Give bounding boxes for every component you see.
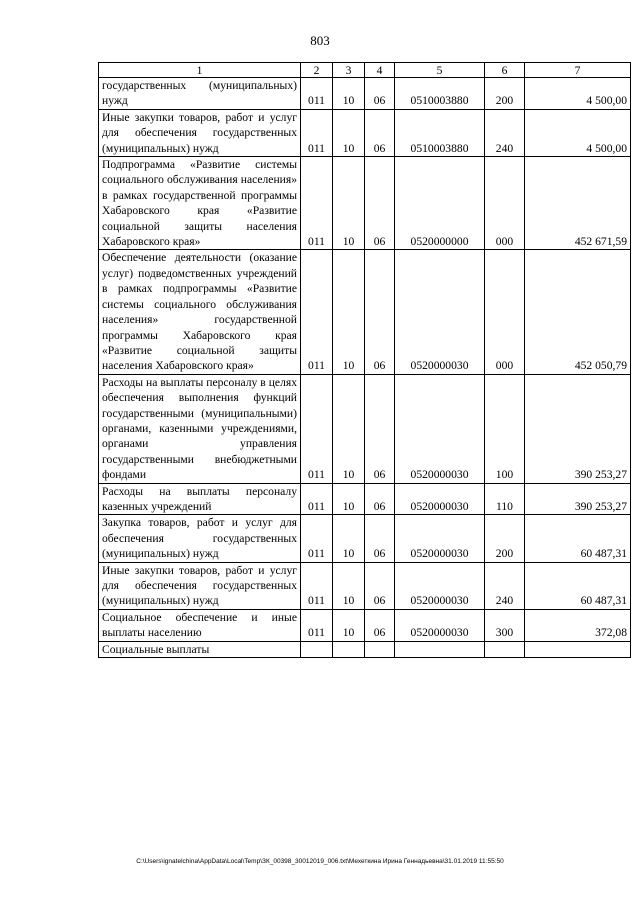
row-name-cell: Расходы на выплаты персоналу казенных учреждений xyxy=(99,483,301,515)
section-code-cell xyxy=(301,641,333,657)
chapter-code-cell: 10 xyxy=(333,250,365,374)
expense-type-cell xyxy=(485,641,525,657)
target-article-cell xyxy=(395,641,485,657)
section-code-cell: 011 xyxy=(301,609,333,641)
section-code-cell: 011 xyxy=(301,78,333,110)
chapter-code-cell: 10 xyxy=(333,609,365,641)
chapter-code-cell: 10 xyxy=(333,157,365,250)
row-name-cell: Расходы на выплаты персоналу в целях обеспечения выполнения функций государственными (муниципальными) органами, казенными учреждениями, органами управления государственными внебюджетными фондами xyxy=(99,374,301,483)
header-cell: 7 xyxy=(525,63,631,78)
chapter-code-cell: 10 xyxy=(333,515,365,562)
amount-cell: 4 500,00 xyxy=(525,78,631,110)
amount-cell: 60 487,31 xyxy=(525,515,631,562)
subchapter-code-cell: 06 xyxy=(365,483,395,515)
table-row xyxy=(99,641,631,657)
target-article-cell: 0520000030 xyxy=(395,562,485,609)
table-row xyxy=(99,515,631,562)
amount-cell: 452 050,79 xyxy=(525,250,631,374)
chapter-code-cell: 10 xyxy=(333,483,365,515)
section-code-cell: 011 xyxy=(301,109,333,156)
target-article-cell: 0520000030 xyxy=(395,483,485,515)
subchapter-code-cell: 06 xyxy=(365,109,395,156)
target-article-cell: 0510003880 xyxy=(395,109,485,156)
target-article-cell: 0510003880 xyxy=(395,78,485,110)
section-code-cell: 011 xyxy=(301,515,333,562)
target-article-cell: 0520000030 xyxy=(395,609,485,641)
amount-cell: 452 671,59 xyxy=(525,157,631,250)
table-row xyxy=(99,250,631,374)
table-row xyxy=(99,374,631,483)
row-name-cell: Социальное обеспечение и иные выплаты населению xyxy=(99,609,301,641)
header-cell: 5 xyxy=(395,63,485,78)
subchapter-code-cell: 06 xyxy=(365,609,395,641)
section-code-cell: 011 xyxy=(301,157,333,250)
subchapter-code-cell: 06 xyxy=(365,157,395,250)
header-cell: 3 xyxy=(333,63,365,78)
expense-type-cell: 240 xyxy=(485,562,525,609)
subchapter-code-cell: 06 xyxy=(365,515,395,562)
subchapter-code-cell: 06 xyxy=(365,374,395,483)
row-name-cell: государственных (муниципальных) нужд xyxy=(99,78,301,110)
subchapter-code-cell xyxy=(365,641,395,657)
amount-cell: 60 487,31 xyxy=(525,562,631,609)
header-cell: 4 xyxy=(365,63,395,78)
expense-type-cell: 100 xyxy=(485,374,525,483)
amount-cell: 390 253,27 xyxy=(525,483,631,515)
subchapter-code-cell: 06 xyxy=(365,78,395,110)
header-cell: 1 xyxy=(99,63,301,78)
table-row xyxy=(99,157,631,250)
row-name-cell: Иные закупки товаров, работ и услуг для обеспечения государственных (муниципальных) нужд xyxy=(99,562,301,609)
target-article-cell: 0520000030 xyxy=(395,374,485,483)
table-row xyxy=(99,483,631,515)
expense-type-cell: 240 xyxy=(485,109,525,156)
section-code-cell: 011 xyxy=(301,374,333,483)
expense-type-cell: 000 xyxy=(485,250,525,374)
target-article-cell: 0520000000 xyxy=(395,157,485,250)
row-name-cell: Социальные выплаты xyxy=(99,641,301,657)
expense-type-cell: 200 xyxy=(485,78,525,110)
header-cell: 2 xyxy=(301,63,333,78)
chapter-code-cell: 10 xyxy=(333,374,365,483)
budget-table xyxy=(98,62,631,658)
expense-type-cell: 110 xyxy=(485,483,525,515)
expense-type-cell: 000 xyxy=(485,157,525,250)
table-header-row xyxy=(99,63,631,78)
table-row xyxy=(99,609,631,641)
table-row xyxy=(99,78,631,110)
amount-cell: 390 253,27 xyxy=(525,374,631,483)
chapter-code-cell: 10 xyxy=(333,78,365,110)
target-article-cell: 0520000030 xyxy=(395,250,485,374)
page-number: 803 xyxy=(310,33,330,48)
chapter-code-cell xyxy=(333,641,365,657)
subchapter-code-cell: 06 xyxy=(365,562,395,609)
header-cell: 6 xyxy=(485,63,525,78)
section-code-cell: 011 xyxy=(301,562,333,609)
section-code-cell: 011 xyxy=(301,483,333,515)
section-code-cell: 011 xyxy=(301,250,333,374)
expense-type-cell: 200 xyxy=(485,515,525,562)
amount-cell: 372,08 xyxy=(525,609,631,641)
row-name-cell: Подпрограмма «Развитие системы социального обслуживания населения» в рамках государственной программы Хабаровского края «Развитие социальной защиты населения Хабаровского края» xyxy=(99,157,301,250)
chapter-code-cell: 10 xyxy=(333,562,365,609)
amount-cell: 4 500,00 xyxy=(525,109,631,156)
row-name-cell: Обеспечение деятельности (оказание услуг) подведомственных учреждений в рамках подпрограммы «Развитие системы социального обслуживания населения» государственной программы Хабаровского края «Развитие социальной защиты населения Хабаровского края» xyxy=(99,250,301,374)
row-name-cell: Иные закупки товаров, работ и услуг для обеспечения государственных (муниципальных) нужд xyxy=(99,109,301,156)
subchapter-code-cell: 06 xyxy=(365,250,395,374)
file-path-footer: C:\Users\ignatelchina\AppData\Local\Temp\ЗК_00398_30012019_006.txt\Мехеткина Ирина Геннадьевна\31.01.2019 11:55:50 xyxy=(136,858,504,865)
amount-cell xyxy=(525,641,631,657)
expense-type-cell: 300 xyxy=(485,609,525,641)
target-article-cell: 0520000030 xyxy=(395,515,485,562)
chapter-code-cell: 10 xyxy=(333,109,365,156)
table-row xyxy=(99,109,631,156)
table-row xyxy=(99,562,631,609)
row-name-cell: Закупка товаров, работ и услуг для обеспечения государственных (муниципальных) нужд xyxy=(99,515,301,562)
